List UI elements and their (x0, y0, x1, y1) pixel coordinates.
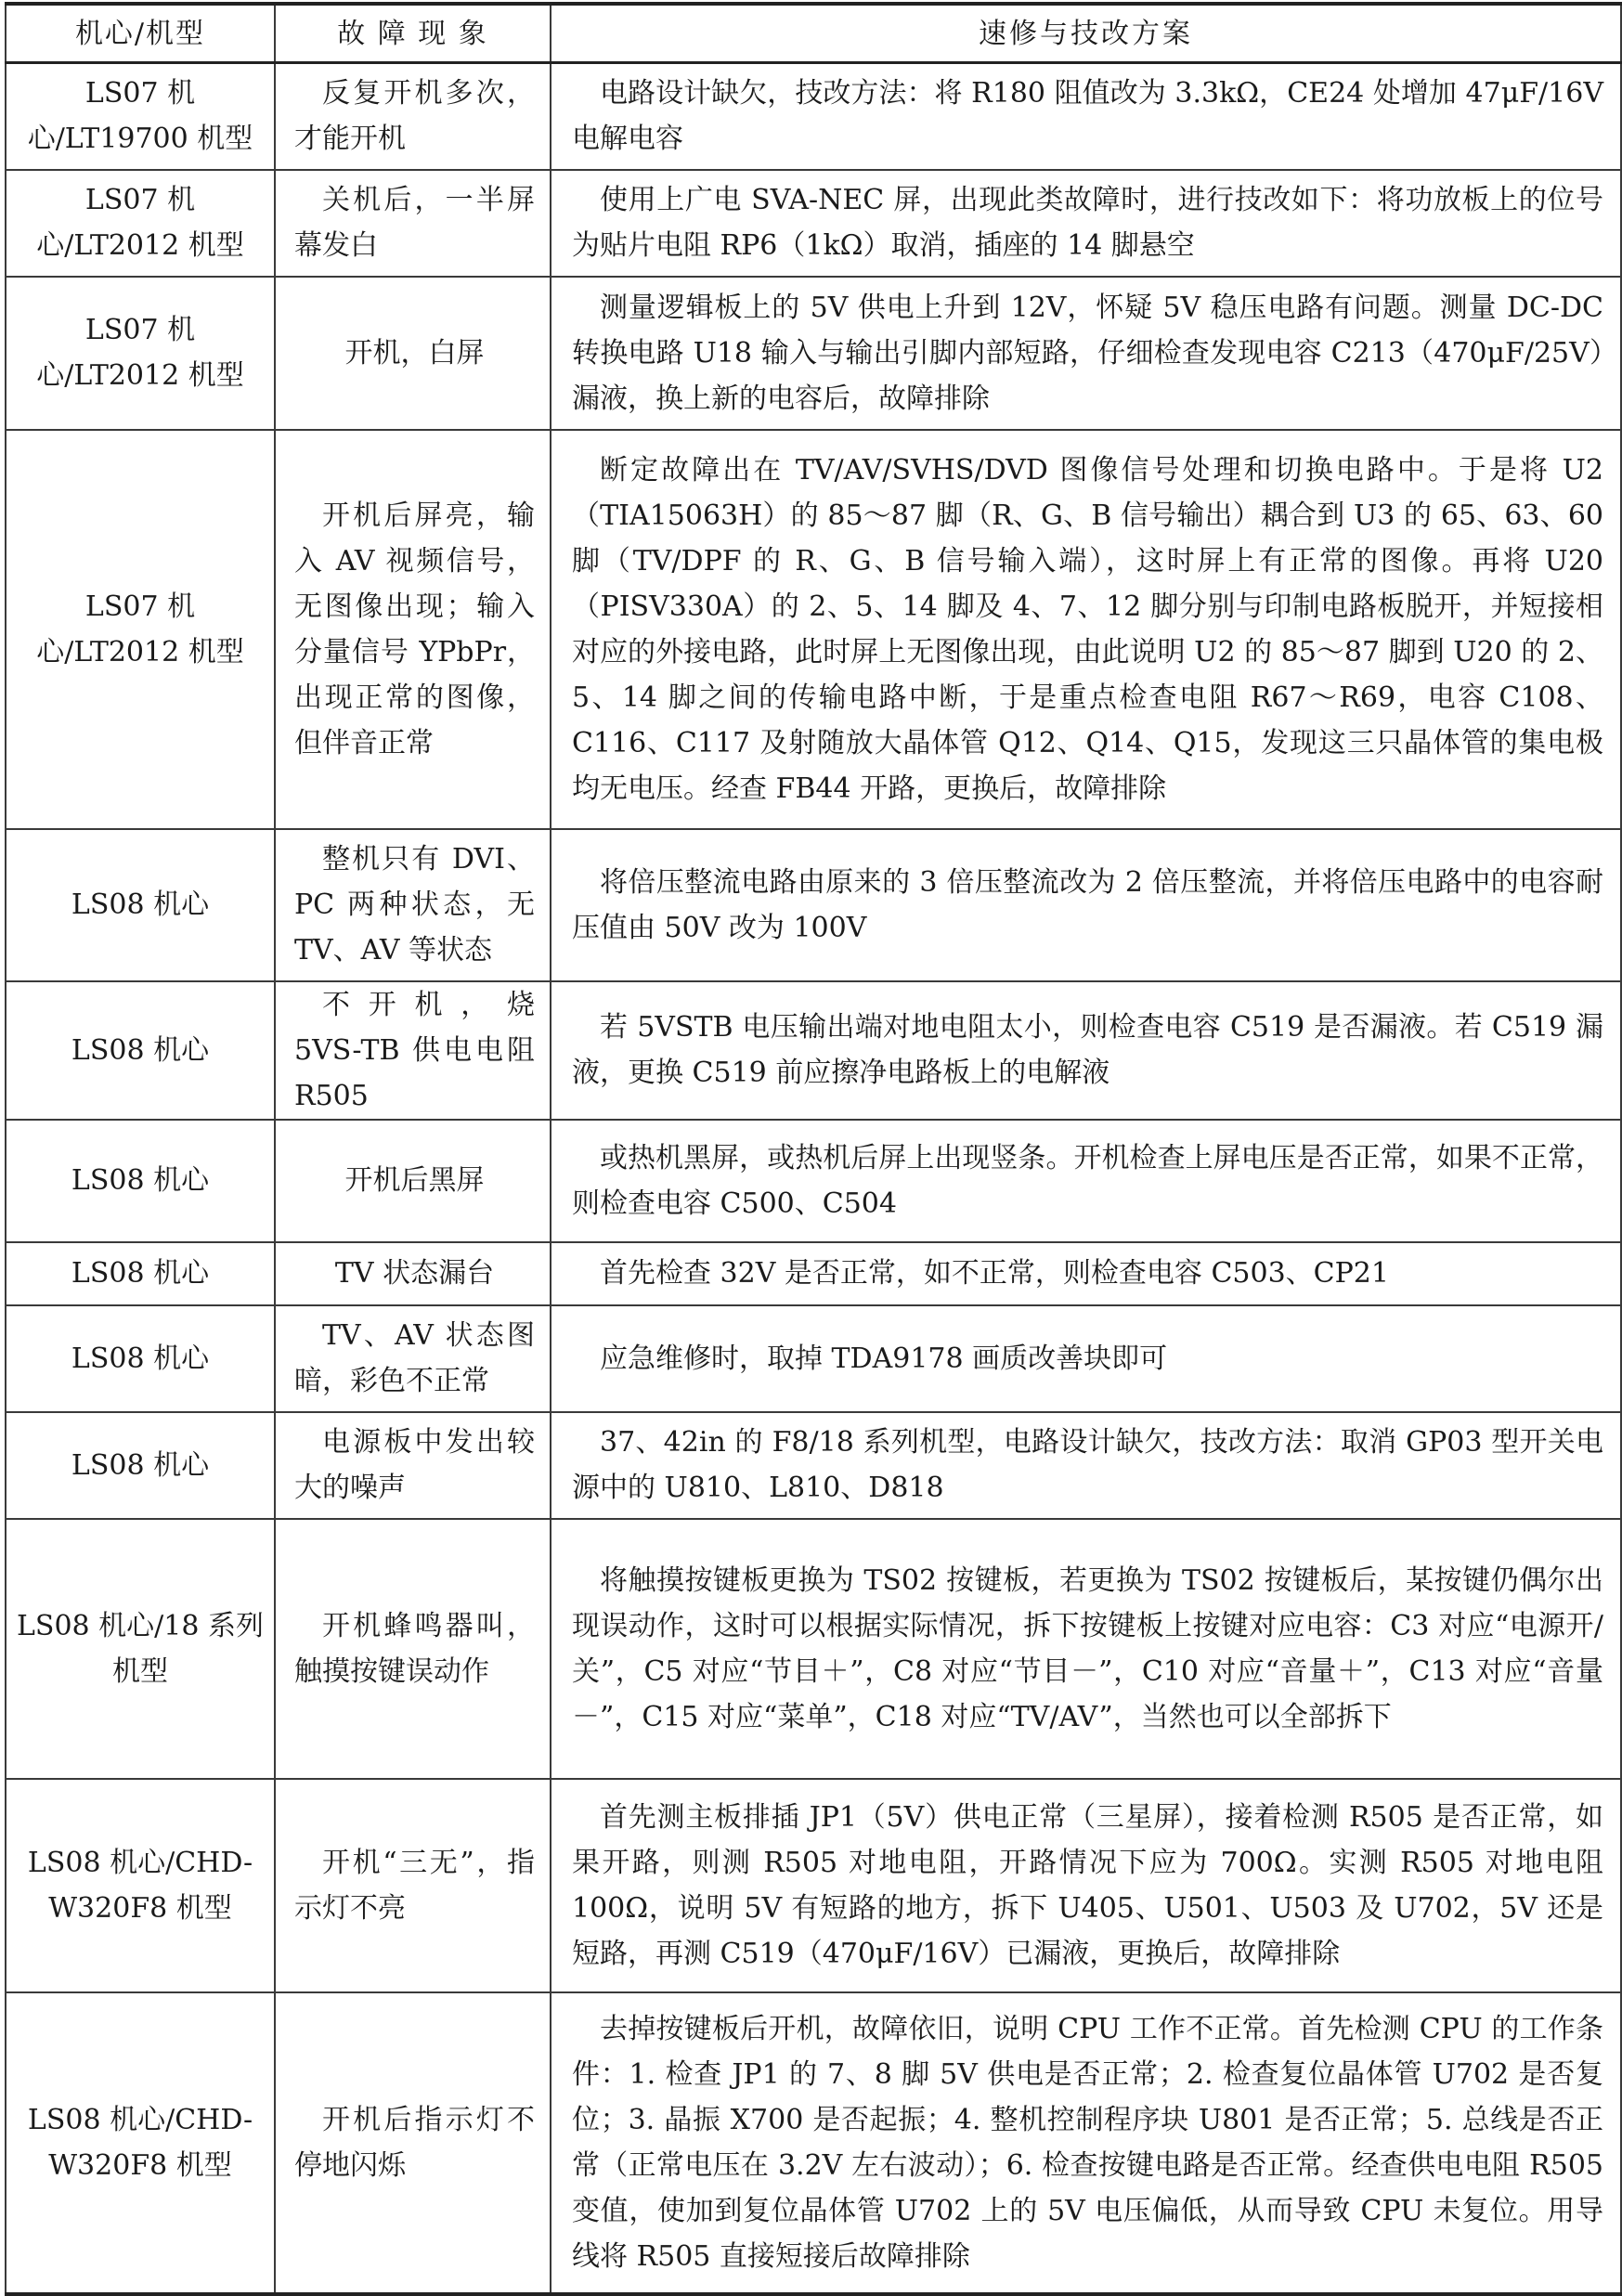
solution-text: 断定故障出在 TV/AV/SVHS/DVD 图像信号处理和切换电路中。于是将 U2（TIA15063H）的 85～87 脚（R、G、B 信号输出）耦合到 U3 的 65、63、60 脚（TV/DPF 的 R、G、B 信号输入端），这时屏上有正常的图像。再将 U20（PISV330A）的 2、5、14 脚及 4、7、12 脚分别与印制电路板脱开，并短接相对应的外接电路，此时屏上无图像出现，由此说明 U2 的 85～87 脚到 U20 的 2、5、14 脚之间的传输电路中断，于是重点检查电阻 R67～R69，电容 C108、C116、C117 及射随放大晶体管 Q12、Q14、Q15，发现这三只晶体管的集电极均无电压。经查 FB44 开路，更换后，故障排除 (572, 453, 1603, 805)
symptom-cell (275, 63, 551, 170)
model-cell (6, 170, 275, 277)
header-model: 机心/机型 (6, 4, 275, 63)
model-text: LS08 机心/CHD-W320F8 机型 (27, 1846, 253, 1925)
model-cell (6, 430, 275, 829)
model-cell (6, 1779, 275, 1992)
symptom-cell (275, 1120, 551, 1242)
symptom-cell (275, 1305, 551, 1412)
symptom-cell (275, 1242, 551, 1305)
symptom-text: 开机蜂鸣器叫，触摸按键误动作 (294, 1609, 535, 1688)
symptom-text: TV、AV 状态图暗，彩色不正常 (294, 1319, 535, 1397)
table-row (6, 981, 1621, 1120)
symptom-text: 开机后黑屏 (344, 1164, 485, 1197)
table-row (6, 1305, 1621, 1412)
solution-text: 应急维修时，取掉 TDA9178 画质改善块即可 (600, 1342, 1168, 1375)
symptom-text: 电源板中发出较大的噪声 (294, 1426, 535, 1504)
solution-cell (551, 430, 1621, 829)
model-text: LS07 机心/LT2012 机型 (36, 314, 244, 392)
symptom-cell (275, 277, 551, 430)
table-row (6, 829, 1621, 981)
solution-text: 测量逻辑板上的 5V 供电上升到 12V，怀疑 5V 稳压电路有问题。测量 DC-DC 转换电路 U18 输入与输出引脚内部短路，仔细检查发现电容 C213（470μF/25V）漏液，换上新的电容后，故障排除 (572, 291, 1603, 415)
symptom-cell (275, 170, 551, 277)
model-text: LS08 机心 (71, 1448, 210, 1482)
model-cell (6, 1305, 275, 1412)
symptom-text: 不开机，烧 5VS-TB 供电电阻 R505 (294, 988, 535, 1112)
solution-cell (551, 1992, 1621, 2294)
header-symptom: 故 障 现 象 (275, 4, 551, 63)
solution-cell (551, 1120, 1621, 1242)
table-row (6, 1412, 1621, 1519)
solution-text: 若 5VSTB 电压输出端对地电阻太小，则检查电容 C519 是否漏液。若 C519 漏液，更换 C519 前应擦净电路板上的电解液 (572, 1011, 1603, 1089)
solution-text: 37、42in 的 F8/18 系列机型，电路设计缺欠，技改方法：取消 GP03 型开关电源中的 U810、L810、D818 (572, 1426, 1603, 1504)
solution-cell (551, 1779, 1621, 1992)
table-row (6, 1120, 1621, 1242)
symptom-cell (275, 1412, 551, 1519)
solution-cell (551, 63, 1621, 170)
model-text: LS07 机心/LT2012 机型 (36, 590, 244, 668)
model-text: LS08 机心 (71, 889, 210, 921)
symptom-text: 开机后屏亮，输入 AV 视频信号，无图像出现；输入分量信号 YPbPr，出现正常的图像，但伴音正常 (294, 499, 535, 759)
table-row (6, 1779, 1621, 1992)
symptom-cell (275, 430, 551, 829)
model-cell (6, 1120, 275, 1242)
model-cell (6, 981, 275, 1120)
solution-text: 首先检查 32V 是否正常，如不正常，则检查电容 C503、CP21 (600, 1257, 1389, 1290)
solution-cell (551, 1412, 1621, 1519)
table-row (6, 170, 1621, 277)
solution-text: 去掉按键板后开机，故障依旧，说明 CPU 工作不正常。首先检测 CPU 的工作条件：1. 检查 JP1 的 7、8 脚 5V 供电是否正常；2. 检查复位晶体管 U702 是否复位；3. 晶振 X700 是否起振；4. 整机控制程序块 U801 是否正常；5. 总线是否正常（正常电压在 3.2V 左右波动）；6. 检查按键电路是否正常。经查供电电阻 R505 变值，使加到复位晶体管 U702 上的 5V 电压偏低，从而导致 CPU 未复位。用导线将 R505 直接短接后故障排除 (572, 2012, 1603, 2273)
table-row (6, 1992, 1621, 2294)
solution-cell (551, 829, 1621, 981)
table-row (6, 430, 1621, 829)
solution-cell (551, 1519, 1621, 1779)
model-cell (6, 1412, 275, 1519)
model-cell (6, 63, 275, 170)
table-row (6, 277, 1621, 430)
model-cell (6, 1519, 275, 1779)
solution-cell (551, 1242, 1621, 1305)
table-header-row (6, 4, 1621, 63)
symptom-text: 反复开机多次，才能开机 (294, 77, 535, 156)
solution-cell (551, 170, 1621, 277)
symptom-text: TV 状态漏台 (334, 1257, 495, 1290)
symptom-cell (275, 1779, 551, 1992)
solution-text: 使用上广电 SVA-NEC 屏，出现此类故障时，进行技改如下：将功放板上的位号为贴片电阻 RP6（1kΩ）取消，插座的 14 脚悬空 (572, 184, 1603, 262)
solution-text: 将倍压整流电路由原来的 3 倍压整流改为 2 倍压整流，并将倍压电路中的电容耐压值由 50V 改为 100V (572, 865, 1603, 944)
symptom-cell (275, 981, 551, 1120)
model-text: LS07 机心/LT19700 机型 (27, 77, 253, 156)
solution-text: 电路设计缺欠，技改方法：将 R180 阻值改为 3.3kΩ，CE24 处增加 47μF/16V 电解电容 (572, 77, 1603, 156)
symptom-text: 整机只有 DVI、PC 两种状态，无 TV、AV 等状态 (294, 843, 535, 966)
symptom-text: 开机，白屏 (344, 336, 485, 370)
model-text: LS08 机心 (71, 1164, 210, 1197)
model-cell (6, 829, 275, 981)
model-cell (6, 277, 275, 430)
model-text: LS07 机心/LT2012 机型 (36, 184, 244, 262)
symptom-text: 关机后，一半屏幕发白 (294, 184, 535, 262)
solution-cell (551, 981, 1621, 1120)
symptom-cell (275, 1992, 551, 2294)
solution-cell (551, 277, 1621, 430)
solution-text: 将触摸按键板更换为 TS02 按键板，若更换为 TS02 按键板后，某按键仍偶尔出现误动作，这时可以根据实际情况，拆下按键板上按键对应电容：C3 对应“电源开/关”，C5 对应“节目＋”，C8 对应“节目－”，C10 对应“音量＋”，C13 对应“音量－”，C15 对应“菜单”，C18 对应“TV/AV”，当然也可以全部拆下 (572, 1563, 1603, 1733)
solution-text: 首先测主板排插 JP1（5V）供电正常（三星屏），接着检测 R505 是否正常，如果开路，则测 R505 对地电阻，开路情况下应为 700Ω。实测 R505 对地电阻 100Ω，说明 5V 有短路的地方，拆下 U405、U501、U503 及 U702，5V 还是短路，再测 C519（470μF/16V）已漏液，更换后，故障排除 (572, 1800, 1603, 1970)
table-row (6, 1519, 1621, 1779)
model-text: LS08 机心 (71, 1033, 210, 1067)
symptom-cell (275, 829, 551, 981)
model-text: LS08 机心/CHD-W320F8 机型 (27, 2103, 253, 2182)
symptom-text: 开机后指示灯不停地闪烁 (294, 2103, 535, 2182)
model-cell (6, 1242, 275, 1305)
solution-text: 或热机黑屏，或热机后屏上出现竖条。开机检查上屏电压是否正常，如果不正常，则检查电容 C500、C504 (572, 1141, 1603, 1220)
model-text: LS08 机心 (71, 1257, 210, 1290)
symptom-cell (275, 1519, 551, 1779)
symptom-text: 开机“三无”，指示灯不亮 (294, 1846, 535, 1925)
table-row (6, 63, 1621, 170)
model-text: LS08 机心/18 系列机型 (16, 1609, 264, 1688)
model-cell (6, 1992, 275, 2294)
repair-table (5, 2, 1622, 2296)
table-row (6, 1242, 1621, 1305)
model-text: LS08 机心 (71, 1342, 210, 1375)
solution-cell (551, 1305, 1621, 1412)
header-solution: 速修与技改方案 (551, 4, 1621, 63)
